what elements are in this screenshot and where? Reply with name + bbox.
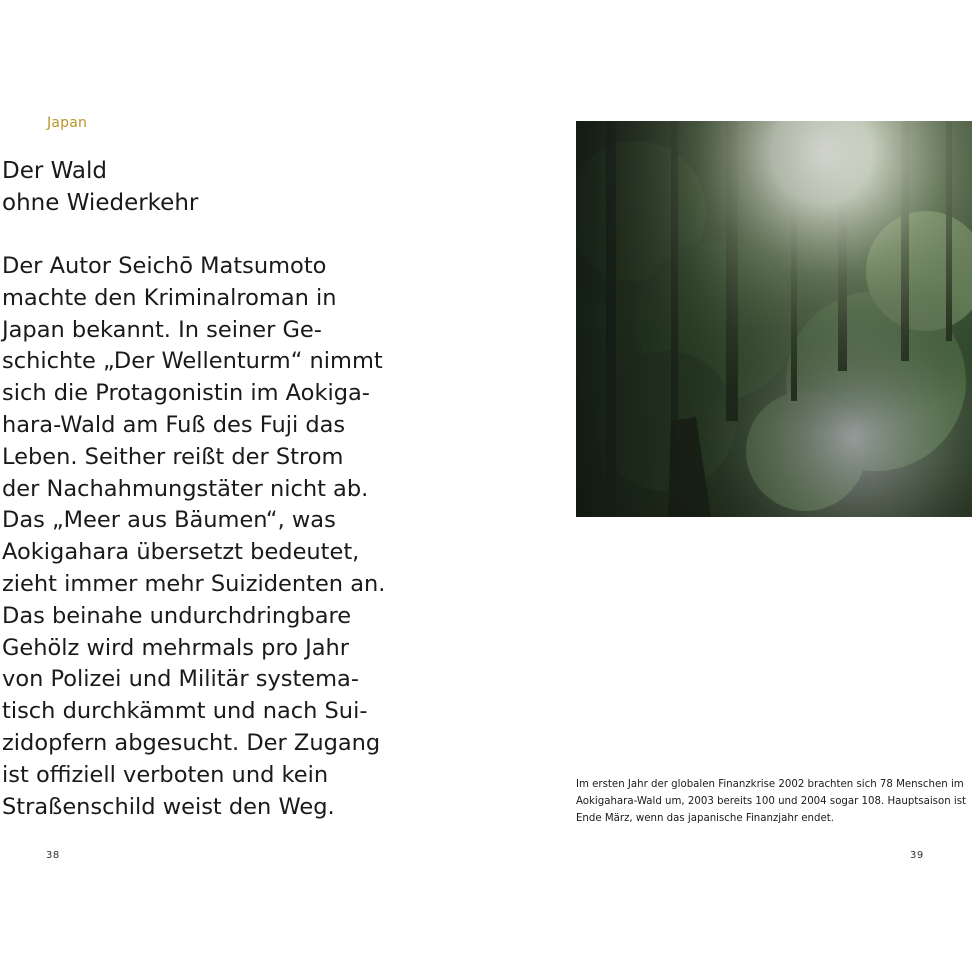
body-line: von Polizei und Militär systema- (2, 666, 359, 693)
body-line: Das „Meer aus Bäumen“, was (2, 507, 336, 534)
title-line: Der Wald (2, 158, 107, 184)
body-line: Leben. Seither reißt der Strom (2, 443, 344, 470)
body-line: zidopfern abgesucht. Der Zugang (2, 729, 381, 756)
body-line: Straßenschild weist den Weg. (2, 793, 335, 820)
body-line: Aokigahara übersetzt bedeutet, (2, 539, 360, 566)
page-number-right: 39 (910, 850, 924, 861)
forest-photo (576, 121, 972, 517)
body-line: ist offiziell verboten und kein (2, 761, 329, 788)
section-label: Japan (47, 115, 88, 131)
caption-line: Ende März, wenn das japanische Finanzjahr endet. (576, 813, 834, 824)
body-line: Das beinahe undurchdringbare (2, 602, 352, 629)
body-line: schichte „Der Wellenturm“ nimmt (2, 348, 383, 375)
body-line: zieht immer mehr Suizidenten an. (2, 570, 386, 597)
caption-line: Im ersten Jahr der globalen Finanzkrise 2002 brachten sich 78 Menschen im (576, 779, 964, 790)
body-line: sich die Protagonistin im Aokiga- (2, 380, 370, 407)
right-page (488, 0, 976, 976)
page-number-left: 38 (46, 850, 60, 861)
body-paragraph (2, 251, 385, 823)
body-line: Gehölz wird mehrmals pro Jahr (2, 634, 350, 661)
body-line: tisch durchkämmt und nach Sui- (2, 698, 368, 725)
caption-line: Aokigahara-Wald um, 2003 bereits 100 und 2004 sogar 108. Hauptsaison ist (576, 796, 967, 807)
body-line: Der Autor Seichō Matsumoto (2, 253, 327, 279)
photo-caption (576, 776, 976, 827)
body-line: Japan bekannt. In seiner Ge- (2, 316, 322, 343)
body-line: der Nachahmungstäter nicht ab. (2, 475, 369, 502)
title-line: ohne Wiederkehr (2, 190, 199, 216)
body-line: machte den Kriminalroman in (2, 284, 337, 311)
body-line: hara-Wald am Fuß des Fuji das (2, 411, 346, 438)
page-title (2, 155, 198, 219)
